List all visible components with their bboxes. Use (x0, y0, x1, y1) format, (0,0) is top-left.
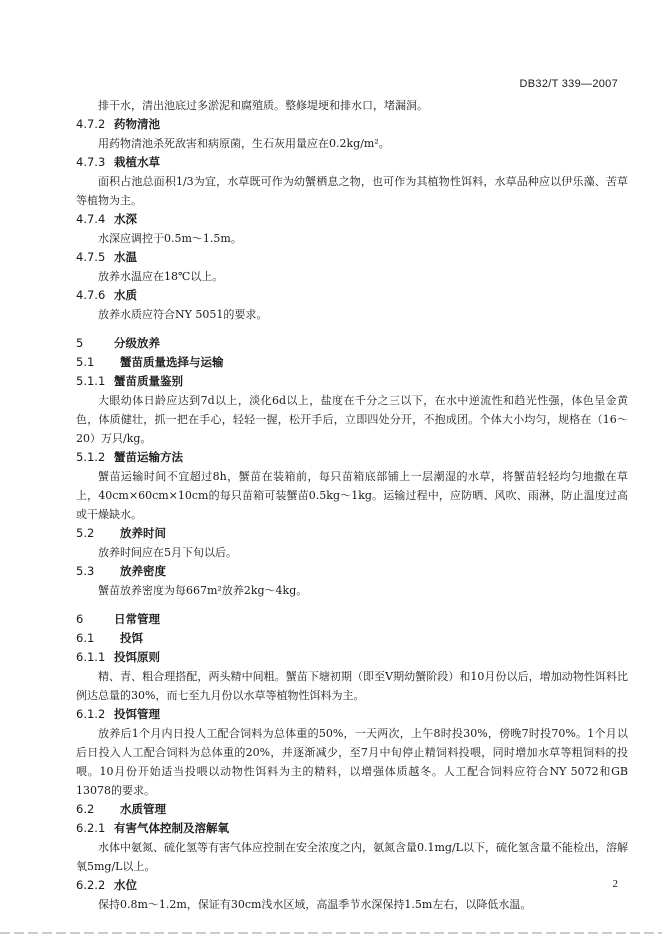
heading-title: 分级放养 (114, 336, 160, 350)
heading-title: 投饵 (120, 631, 143, 645)
paragraph: 用药物清池杀死敌害和病原菌，生石灰用量应在0.2kg/m²。 (98, 137, 390, 150)
heading-title: 水深 (114, 212, 137, 226)
heading-number: 6.1 (76, 631, 95, 645)
heading-number: 4.7.3 (76, 155, 106, 169)
heading-number: 4.7.2 (76, 117, 106, 131)
subsection-heading (76, 819, 628, 838)
paragraph: 放养水温应在18℃以上。 (98, 270, 224, 283)
paragraph: 蟹苗运输时间不宜超过8h，蟹苗在装箱前，每只苗箱底部铺上一层潮湿的水草，将蟹苗轻轻均匀地撒在草上，40cm×60cm×10cm的每只苗箱可装蟹苗0.5kg～1kg。运输过程中，应防晒、风吹、雨淋，防止温度过高或干燥缺水。 (76, 470, 628, 521)
subsection-heading (76, 210, 628, 229)
heading-title: 水质 (114, 288, 137, 302)
heading-title: 蟹苗运输方法 (114, 450, 183, 464)
heading-title: 蟹苗质量鉴别 (114, 374, 183, 388)
subsection-heading (76, 153, 628, 172)
subsection-heading (76, 115, 628, 134)
subsection-heading (76, 648, 628, 667)
heading-number: 4.7.6 (76, 288, 106, 302)
paragraph: 保持0.8m～1.2m，保证有30cm浅水区域，高温季节水深保持1.5m左右，以降低水温。 (98, 898, 532, 911)
paragraph: 大眼幼体日龄应达到7d以上，淡化6d以上，盐度在千分之三以下，在水中逆流性和趋光性强，体色呈金黄色，体质健壮，抓一把在手心，轻轻一握，松开手后，立即四处分开，不抱成团。个体大小均匀，规格在（16～20）万只/kg。 (76, 394, 628, 445)
heading-title: 投饵原则 (114, 650, 160, 664)
subsection-heading (76, 876, 628, 895)
heading-title: 投饵管理 (114, 707, 160, 721)
heading-number: 6.1.2 (76, 707, 106, 721)
scan-edge-artifact (0, 932, 662, 934)
heading-title: 水质管理 (120, 802, 166, 816)
heading-title: 蟹苗质量选择与运输 (120, 355, 224, 369)
paragraph: 精、青、粗合理搭配，两头精中间粗。蟹苗下塘初期（即至V期幼蟹阶段）和10月份以后，增加动物性饵料比例达总量的30%，而七至九月份以水草等植物性饵料为主。 (76, 670, 628, 702)
paragraph: 水深应调控于0.5m～1.5m。 (98, 232, 242, 245)
subsection-heading (76, 448, 628, 467)
subsection-heading (76, 353, 628, 372)
heading-title: 放养时间 (120, 526, 166, 540)
subsection-heading (76, 800, 628, 819)
heading-number: 6.2 (76, 802, 95, 816)
heading-number: 5.1.1 (76, 374, 106, 388)
document-body (76, 96, 628, 914)
heading-number: 6.2.2 (76, 878, 106, 892)
subsection-heading (76, 629, 628, 648)
subsection-heading (76, 562, 628, 581)
heading-number: 6.1.1 (76, 650, 106, 664)
paragraph: 放养水质应符合NY 5051的要求。 (98, 308, 268, 321)
section-heading (76, 610, 628, 629)
subsection-heading (76, 705, 628, 724)
heading-number: 5.1.2 (76, 450, 106, 464)
paragraph: 放养时间应在5月下旬以后。 (98, 546, 237, 559)
heading-number: 6 (76, 612, 84, 626)
heading-title: 日常管理 (114, 612, 160, 626)
paragraph: 排干水，清出池底过多淤泥和腐殖质。整修堤埂和排水口，堵漏洞。 (98, 99, 428, 112)
heading-number: 4.7.4 (76, 212, 106, 226)
heading-number: 5 (76, 336, 84, 350)
paragraph: 水体中氨氮、硫化氢等有害气体应控制在安全浓度之内，氨氮含量0.1mg/L以下，硫化氢含量不能检出，溶解氧5mg/L以上。 (76, 841, 628, 873)
heading-title: 水温 (114, 250, 137, 264)
heading-number: 5.2 (76, 526, 95, 540)
heading-title: 栽植水草 (114, 155, 160, 169)
paragraph: 蟹苗放养密度为每667m²放养2kg～4kg。 (98, 584, 308, 597)
heading-title: 水位 (114, 878, 137, 892)
heading-number: 4.7.5 (76, 250, 106, 264)
section-heading (76, 334, 628, 353)
heading-number: 5.1 (76, 355, 95, 369)
heading-title: 药物清池 (114, 117, 160, 131)
subsection-heading (76, 248, 628, 267)
standard-code: DB32/T 339—2007 (519, 78, 618, 90)
heading-title: 有害气体控制及溶解氧 (114, 821, 229, 835)
subsection-heading (76, 372, 628, 391)
paragraph: 放养后1个月内日投人工配合饲料为总体重的50%，一天两次，上午8时投30%，傍晚7时投70%。1个月以后日投入人工配合饲料为总体重的20%，并逐渐减少，至7月中旬停止精饲料投喂，同时增加水草等粗饲料的投喂。10月份开始适当投喂以动物性饵料为主的精料，以增强体质越冬。人工配合饲料应符合NY 5072和GB 13078的要求。 (76, 727, 628, 797)
subsection-heading (76, 524, 628, 543)
heading-number: 6.2.1 (76, 821, 106, 835)
paragraph: 面积占池总面积1/3为宜，水草既可作为幼蟹栖息之物，也可作为其植物性饵料，水草品种应以伊乐藻、苦草等植物为主。 (76, 175, 628, 207)
subsection-heading (76, 286, 628, 305)
heading-number: 5.3 (76, 564, 95, 578)
page-number: 2 (612, 878, 618, 890)
heading-title: 放养密度 (120, 564, 166, 578)
